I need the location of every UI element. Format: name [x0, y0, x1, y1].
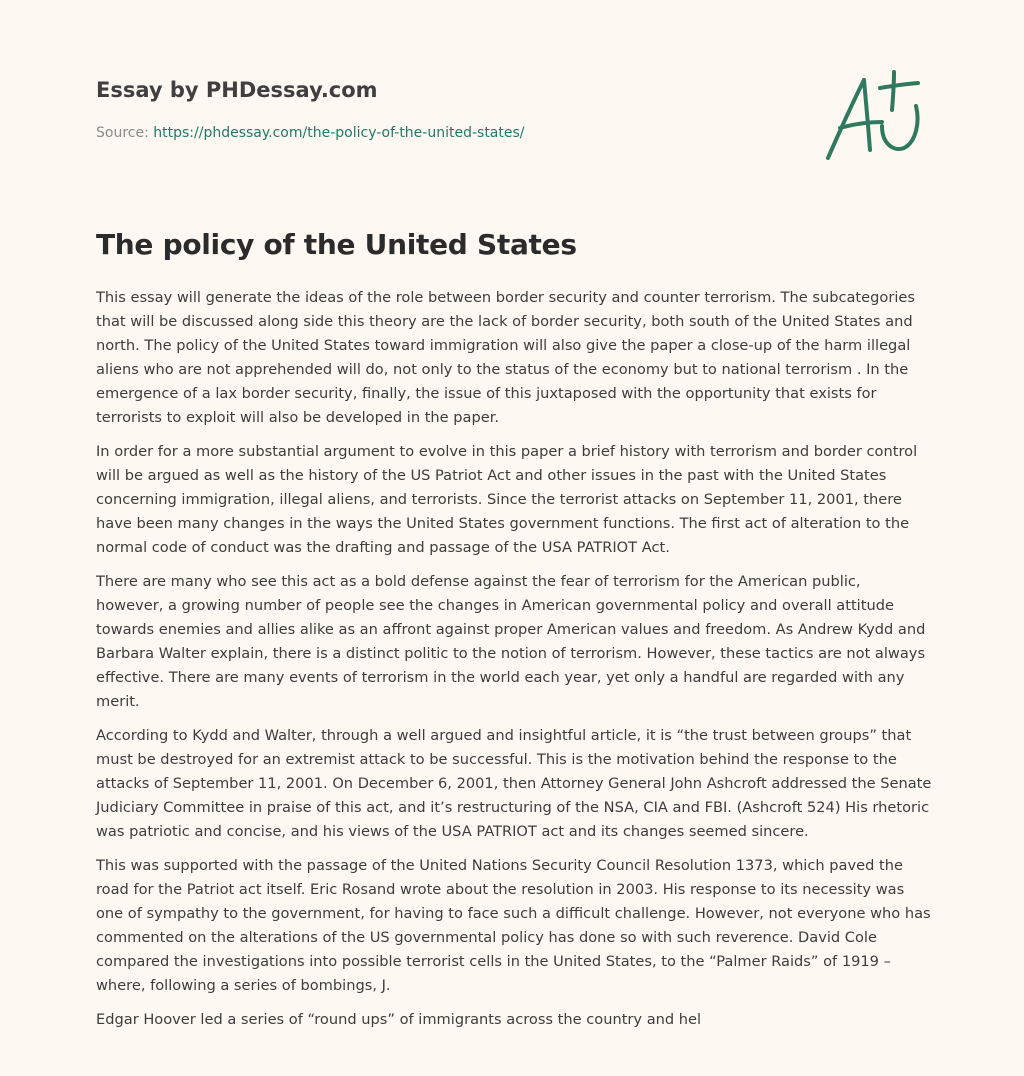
a-plus-logo-icon [820, 66, 930, 166]
essay-paragraph-4: According to Kydd and Walter, through a well argued and insightful article, it is “the trust between groups” that must be destroyed for an extremist attack to be successful. This is the motivation behind the response to the attacks of September 11, 2001. On December 6, 2001, then Attorney General John Ashcroft addressed the Senate Judiciary Committee in praise of this act, and it’s restructuring of the NSA, CIA and FBI. (Ashcroft 524) His rhetoric was patriotic and concise, and his views of the USA PATRIOT act and its changes seemed sincere. [96, 727, 932, 840]
site-title: Essay by PHDessay.com [96, 78, 378, 102]
essay-title: The policy of the United States [96, 228, 577, 261]
source-link[interactable]: https://phdessay.com/the-policy-of-the-united-states/ [153, 125, 525, 141]
essay-paragraph-2: In order for a more substantial argument to evolve in this paper a brief history with terrorism and border control will be argued as well as the history of the US Patriot Act and other issues in the past with the United States concerning immigration, illegal aliens, and terrorists. Since the terrorist attacks on September 11, 2001, there have been many changes in the ways the United States government functions. The first act of alteration to the normal code of conduct was the drafting and passage of the USA PATRIOT Act. [96, 443, 918, 556]
essay-paragraph-6: Edgar Hoover led a series of “round ups” of immigrants across the country and hel [96, 1011, 702, 1028]
essay-paragraph-3: There are many who see this act as a bold defense against the fear of terrorism for the American public, however, a growing number of people see the changes in American governmental policy and overall attitude towards enemies and allies alike as an affront against proper American values and freedom. As Andrew Kydd and Barbara Walter explain, there is a distinct politic to the notion of terrorism. However, these tactics are not always effective. There are many events of terrorism in the world each year, yet only a handful are regarded with any merit. [96, 573, 926, 710]
essay-body [96, 286, 932, 1042]
a-plus-grade-logo [820, 66, 930, 166]
essay-paragraph-5: This was supported with the passage of the United Nations Security Council Resolution 1373, which paved the road for the Patriot act itself. Eric Rosand wrote about the resolution in 2003. His response to its necessity was one of sympathy to the government, for having to face such a difficult challenge. However, not everyone who has commented on the alterations of the US governmental policy has done so with such reverence. David Cole compared the investigations into possible terrorist cells in the United States, to the “Palmer Raids” of 1919 – where, following a series of bombings, J. [96, 857, 931, 994]
source-line [96, 124, 696, 142]
essay-paragraph-1: This essay will generate the ideas of the role between border security and counter terrorism. The subcategories that will be discussed along side this theory are the lack of border security, both south of the United States and north. The policy of the United States toward immigration will also give the paper a close-up of the harm illegal aliens who are not apprehended will do, not only to the status of the economy but to national terrorism . In the emergence of a lax border security, finally, the issue of this juxtaposed with the opportunity that exists for terrorists to exploit will also be developed in the paper. [96, 289, 915, 426]
source-label: Source: [96, 125, 149, 141]
page-header [96, 76, 696, 142]
